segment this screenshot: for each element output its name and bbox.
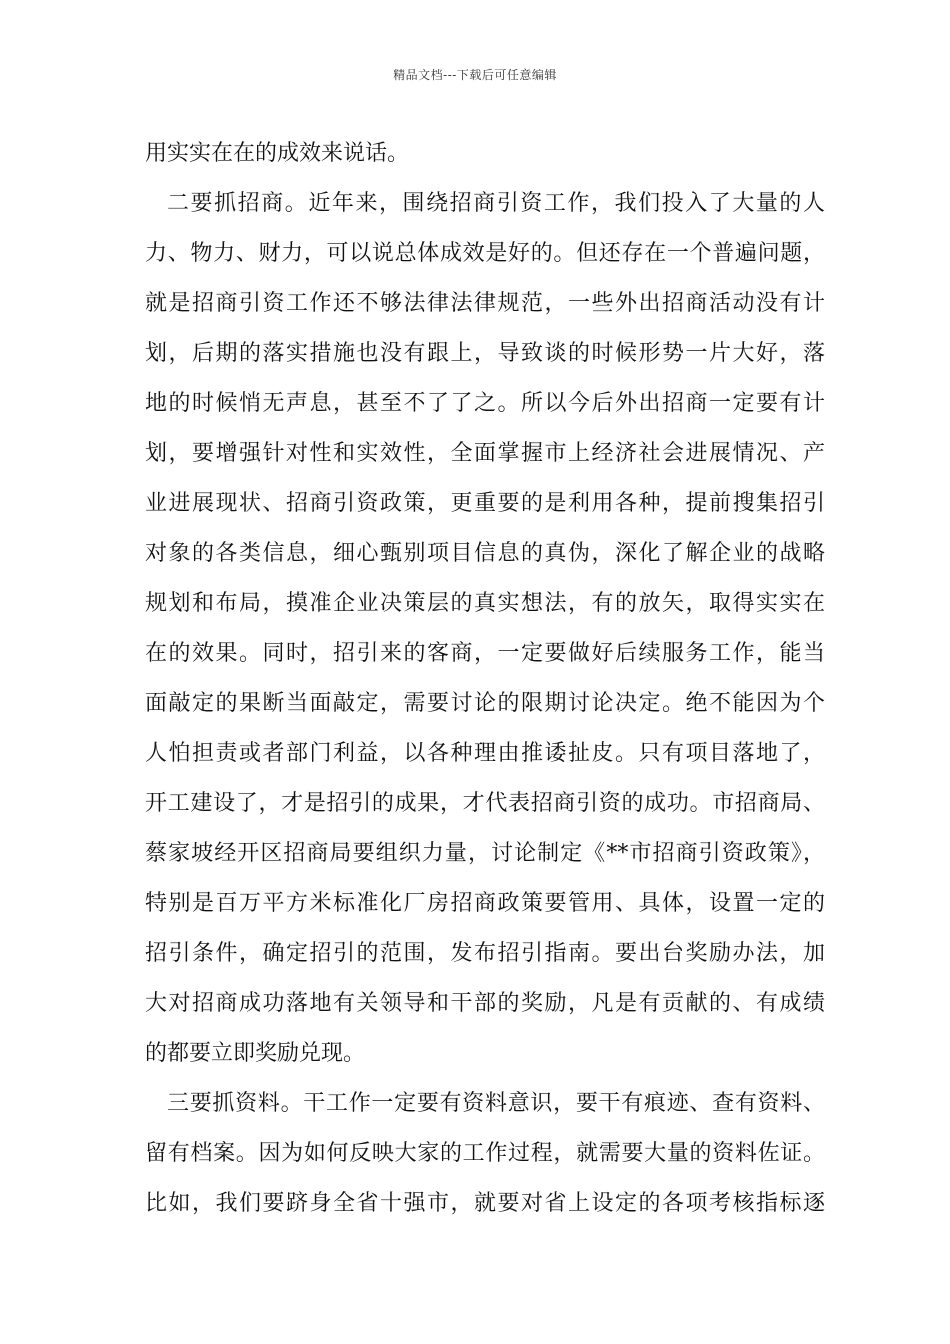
text-line: 招引条件，确定招引的范围，发布招引指南。要出台奖励办法，加	[145, 941, 825, 966]
body-text	[145, 129, 825, 1229]
text-line: 对象的各类信息，细心甄别项目信息的真伪，深化了解企业的战略	[145, 541, 825, 566]
text-line: 划，要增强针对性和实效性，全面掌握市上经济社会进展情况、产	[145, 441, 825, 466]
text-line: 划，后期的落实措施也没有跟上，导致谈的时候形势一片大好，落	[145, 341, 825, 366]
paragraph-start-line: 二要抓招商。近年来，围绕招商引资工作，我们投入了大量的人	[167, 191, 825, 216]
page-header: 精品文档---下载后可任意编辑	[393, 68, 557, 82]
text-line: 留有档案。因为如何反映大家的工作过程，就需要大量的资料佐证。	[145, 1141, 825, 1166]
text-line: 规划和布局，摸准企业决策层的真实想法，有的放矢，取得实实在	[145, 591, 825, 616]
text-line: 力、物力、财力，可以说总体成效是好的。但还存在一个普遍问题，	[145, 241, 825, 266]
text-line: 地的时候悄无声息，甚至不了了之。所以今后外出招商一定要有计	[145, 391, 825, 416]
text-line: 特别是百万平方米标准化厂房招商政策要管用、具体，设置一定的	[145, 891, 825, 916]
text-line: 开工建设了，才是招引的成果，才代表招商引资的成功。市招商局、	[145, 791, 825, 816]
text-line: 比如，我们要跻身全省十强市，就要对省上设定的各项考核指标逐	[145, 1191, 825, 1216]
text-line: 面敲定的果断当面敲定，需要讨论的限期讨论决定。绝不能因为个	[145, 691, 825, 716]
text-line: 的都要立即奖励兑现。	[145, 1041, 366, 1066]
text-line: 人怕担责或者部门利益，以各种理由推诿扯皮。只有项目落地了，	[145, 741, 825, 766]
paragraph-start-line: 三要抓资料。干工作一定要有资料意识，要干有痕迹、查有资料、	[167, 1091, 825, 1116]
text-line: 大对招商成功落地有关领导和干部的奖励，凡是有贡献的、有成绩	[145, 991, 825, 1016]
text-line: 业进展现状、招商引资政策，更重要的是利用各种，提前搜集招引	[145, 491, 825, 516]
text-line: 在的效果。同时，招引来的客商，一定要做好后续服务工作，能当	[145, 641, 825, 666]
text-line: 用实实在在的成效来说话。	[145, 141, 410, 166]
text-line: 就是招商引资工作还不够法律法律规范，一些外出招商活动没有计	[145, 291, 825, 316]
text-line: 蔡家坡经开区招商局要组织力量，讨论制定《**市招商引资政策》，	[145, 841, 825, 866]
